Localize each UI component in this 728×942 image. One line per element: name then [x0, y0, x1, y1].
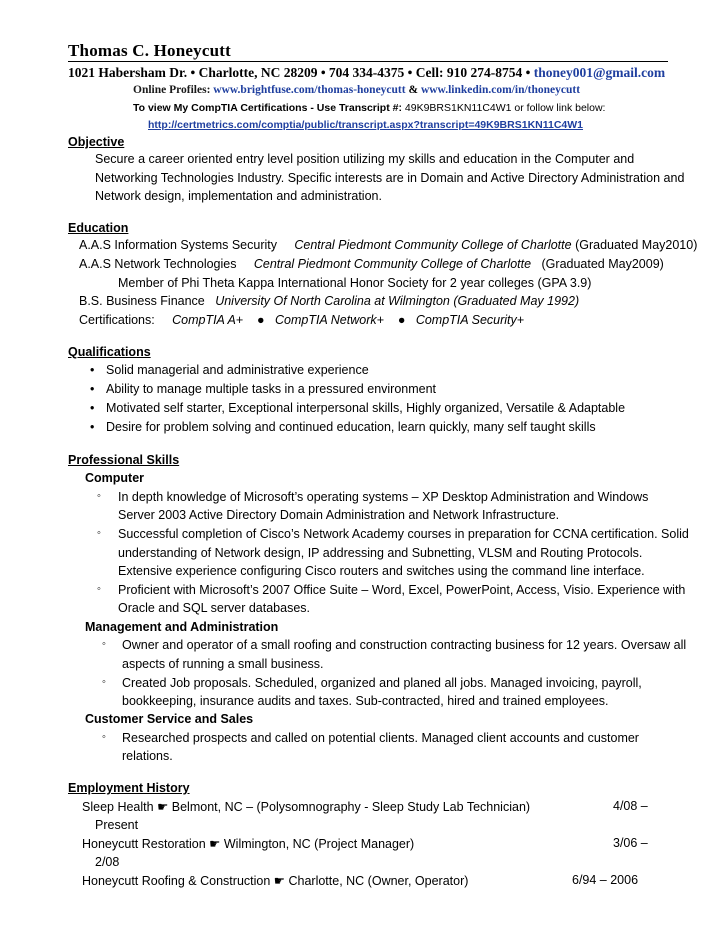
job-dates: 4/08 – — [613, 799, 648, 813]
company: Honeycutt Restoration — [82, 837, 206, 851]
job-detail: Wilmington, NC (Project Manager) — [223, 837, 415, 851]
skill-line: bookkeeping, insurance audits and taxes. Sub-contracted, hired and trained employees. — [122, 694, 609, 708]
online-profiles — [133, 84, 580, 96]
employment-heading: Employment History — [68, 781, 190, 795]
cert-item: CompTIA A+ — [172, 313, 244, 327]
education-item — [79, 294, 579, 308]
bullet-icon: • — [90, 363, 95, 377]
address-text: 1021 Habersham Dr. • Charlotte, NC 28209 • 704 334-4375 • Cell: 910 274-8754 • — [68, 65, 531, 80]
graduation-note: (Graduated May2009) — [541, 257, 664, 271]
objective-heading: Objective — [68, 135, 125, 149]
bullet-icon: • — [90, 401, 95, 415]
objective-line: Networking Technologies Industry. Specific interests are in Domain and Active Directory Administration and — [95, 171, 685, 185]
education-item — [79, 257, 664, 271]
job-dates: 6/94 – 2006 — [572, 873, 639, 887]
computer-subheading: Computer — [85, 471, 145, 485]
skill-line: understanding of Network design, IP addressing and Subnetting, VLSM and Routing Protocols. — [118, 546, 643, 560]
education-item — [79, 238, 697, 252]
skills-heading: Professional Skills — [68, 453, 180, 467]
brightfuse-link[interactable]: www.brightfuse.com/thomas-honeycutt — [213, 84, 406, 96]
certifications — [79, 313, 524, 327]
cert-label: Certifications: — [79, 313, 155, 327]
company: Honeycutt Roofing & Construction — [82, 874, 271, 888]
job-entry — [82, 836, 414, 851]
job-entry — [82, 873, 468, 888]
skill-line: Server 2003 Active Directory Domain Administration and Network Infrastructure. — [118, 508, 560, 522]
qualification-item: Solid managerial and administrative experience — [106, 363, 369, 377]
skill-line: Proficient with Microsoft’s 2007 Office Suite – Word, Excel, PowerPoint, Access, Visio. Experience with — [118, 583, 686, 597]
skill-line: Oracle and SQL server databases. — [118, 601, 310, 615]
pointing-hand-icon: ☛ — [157, 800, 169, 814]
job-detail: Belmont, NC – (Polysomnography - Sleep Study Lab Technician) — [171, 800, 531, 814]
cert-item: CompTIA Network+ — [274, 313, 384, 327]
school: Central Piedmont Community College of Charlotte — [253, 257, 532, 271]
resume-name: Thomas C. Honeycutt — [68, 41, 231, 60]
cert-separator: ● — [397, 313, 406, 327]
skill-line: Researched prospects and called on potential clients. Managed client accounts and customer — [122, 731, 639, 745]
skill-line: Created Job proposals. Scheduled, organized and planed all jobs. Managed invoicing, payroll, — [122, 676, 642, 690]
circle-bullet-icon: ◦ — [102, 676, 106, 688]
job-dates-cont: Present — [95, 818, 139, 832]
bullet-icon: • — [90, 382, 95, 396]
profiles-label: Online Profiles: — [133, 84, 211, 96]
circle-bullet-icon: ◦ — [97, 583, 101, 595]
transcript-rest: 49K9BRS1KN11C4W1 or follow link below: — [404, 102, 606, 114]
profiles-amp: & — [408, 84, 419, 96]
circle-bullet-icon: ◦ — [97, 527, 101, 539]
qualification-item: Motivated self starter, Exceptional interpersonal skills, Highly organized, Versatile & Adaptable — [106, 401, 626, 415]
honor-society: Member of Phi Theta Kappa International Honor Society for 2 year colleges (GPA 3.9) — [118, 276, 592, 290]
skill-line: relations. — [122, 749, 173, 763]
job-dates: 3/06 – — [613, 836, 648, 850]
skill-line: Owner and operator of a small roofing and construction contracting business for 12 years. Oversaw all — [122, 638, 687, 652]
company: Sleep Health — [82, 800, 154, 814]
skill-line: In depth knowledge of Microsoft’s operating systems – XP Desktop Administration and Windows — [118, 490, 649, 504]
qualification-item: Desire for problem solving and continued education, learn quickly, many self taught skills — [106, 420, 596, 434]
circle-bullet-icon: ◦ — [97, 490, 101, 502]
objective-line: Secure a career oriented entry level position utilizing my skills and education in the Computer and — [95, 152, 635, 166]
transcript-line — [133, 102, 605, 114]
job-dates-cont: 2/08 — [95, 855, 120, 869]
header-rule — [68, 61, 668, 62]
skill-line: Extensive experience configuring Cisco routers and switches using the command line interface. — [118, 564, 645, 578]
email-link[interactable]: thoney001@gmail.com — [533, 65, 666, 80]
graduation-note: (Graduated May2010) — [575, 238, 698, 252]
management-subheading: Management and Administration — [85, 620, 279, 634]
degree: B.S. Business Finance — [79, 294, 205, 308]
education-heading: Education — [68, 221, 129, 235]
school: Central Piedmont Community College of Charlotte — [294, 238, 572, 252]
transcript-label: To view My CompTIA Certifications - Use Transcript #: — [133, 102, 402, 114]
transcript-link[interactable]: http://certmetrics.com/comptia/public/transcript.aspx?transcript=49K9BRS1KN11C4W1 — [148, 119, 584, 131]
linkedin-link[interactable]: www.linkedin.com/in/thoneycutt — [420, 84, 581, 96]
skill-line: aspects of running a small business. — [122, 657, 324, 671]
customer-service-subheading: Customer Service and Sales — [85, 712, 254, 726]
job-entry — [82, 799, 530, 814]
degree: A.A.S Information Systems Security — [79, 238, 277, 252]
circle-bullet-icon: ◦ — [102, 638, 106, 650]
objective-line: Network design, implementation and administration. — [95, 189, 382, 203]
circle-bullet-icon: ◦ — [102, 731, 106, 743]
pointing-hand-icon: ☛ — [209, 837, 221, 851]
qualifications-heading: Qualifications — [68, 345, 151, 359]
cert-item: CompTIA Security+ — [415, 313, 525, 327]
contact-line — [68, 65, 665, 81]
school: University Of North Carolina at Wilmington (Graduated May 1992) — [215, 294, 580, 308]
qualification-item: Ability to manage multiple tasks in a pressured environment — [106, 382, 437, 396]
bullet-icon: • — [90, 420, 95, 434]
skill-line: Successful completion of Cisco’s Network Academy courses in preparation for CCNA certification. Solid — [118, 527, 689, 541]
job-detail: Charlotte, NC (Owner, Operator) — [288, 874, 469, 888]
degree: A.A.S Network Technologies — [79, 257, 237, 271]
pointing-hand-icon: ☛ — [273, 874, 285, 888]
cert-separator: ● — [257, 313, 265, 327]
